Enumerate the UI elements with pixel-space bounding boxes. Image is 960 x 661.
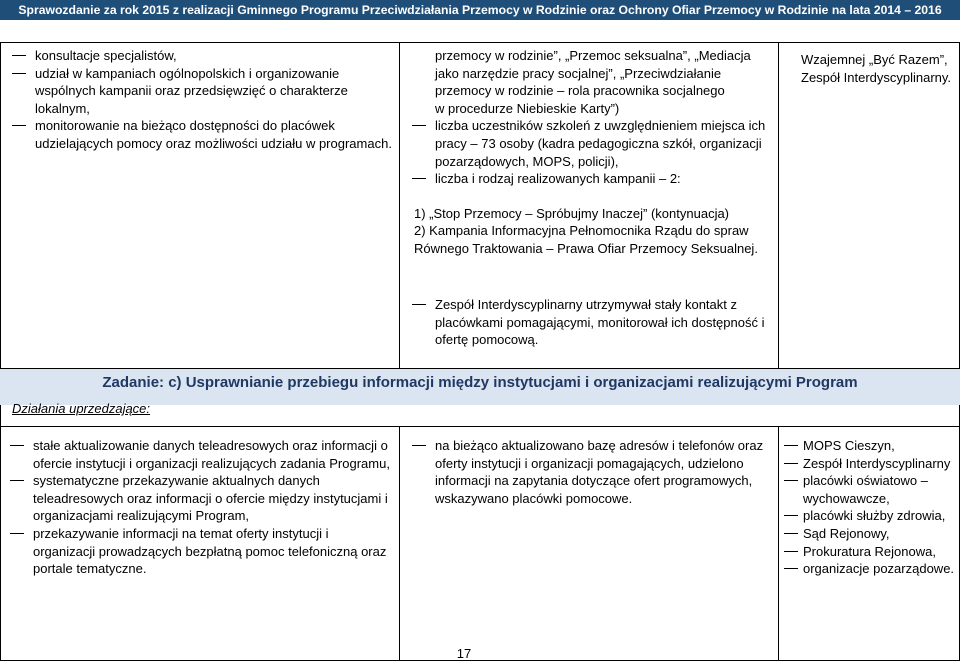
list-item: [778, 472, 958, 507]
page-number: 17: [456, 646, 472, 661]
list-item-text: systematyczne przekazywanie aktualnych danych teleadresowych oraz informacji o ofercie między instytucjami i organizacjami realizującymi Program,: [33, 473, 388, 524]
list-item: [778, 543, 958, 561]
column-divider-1-lower: [399, 426, 400, 661]
list-item: [778, 507, 958, 525]
list-item: [778, 455, 958, 473]
list-item: [8, 437, 394, 472]
bottom-col1: [8, 437, 394, 578]
list-item-text: liczba uczestników szkoleń z uwzględnieniem miejsca ich pracy – 73 osoby (kadra pedagogiczna szkół, organizacji pozarządowych, MOPS, policji),: [435, 118, 766, 169]
text-line: przemocy w rodzinie – rola pracownika socjalnego: [435, 83, 725, 99]
report-header: [0, 0, 960, 20]
top-col3: [801, 51, 955, 86]
list-item-text: placówki oświatowo – wychowawcze,: [803, 473, 929, 506]
list-item: [8, 525, 394, 578]
list-item-text: przekazywanie informacji na temat oferty instytucji i organizacji prowadzących bezpłatną pomoc telefoniczną oraz portale tematyczne.: [33, 525, 387, 577]
top-col2-last: [410, 296, 774, 349]
table-border-top: [0, 42, 960, 43]
text-line: w procedurze Niebieskie Karty”): [435, 100, 620, 116]
task-label: Działania uprzedzające:: [12, 401, 151, 416]
column-divider-1: [399, 42, 400, 368]
bottom-col2: [410, 437, 774, 507]
task-title: Zadanie: c) Usprawnianie przebiegu informacji między instytucjami i organizacjami realizującymi Program: [102, 374, 858, 391]
column-divider-2: [778, 42, 779, 368]
list-item-text: stałe aktualizowanie danych teleadresowych oraz informacji o ofercie instytucji i organizacji realizujących zadania Programu,: [33, 438, 390, 471]
list-item-text: organizacje pozarządowe.: [803, 561, 955, 577]
partner-text: Wzajemnej „Być Razem”, Zespół Interdyscyplinarny.: [801, 52, 952, 85]
section-divider-lower: [0, 426, 960, 427]
text-line: przemocy w rodzinie”, „Przemoc seksualna”, „Mediacja: [435, 48, 751, 63]
list-item-text: konsultacje specjalistów,: [35, 48, 177, 63]
list-item-text: monitorowanie na bieżąco dostępności do placówek udzielających pomocy oraz możliwości udziału w programach.: [35, 118, 392, 151]
list-item: [8, 472, 394, 525]
list-item: [410, 296, 774, 349]
list-item-text: MOPS Cieszyn,: [803, 438, 895, 453]
top-col2: [410, 47, 774, 258]
list-item: [10, 65, 392, 118]
list-item-text: Prokuratura Rejonowa,: [803, 543, 936, 559]
top-col1: [10, 47, 392, 153]
list-item: [410, 437, 774, 507]
training-topics: [410, 47, 774, 117]
list-item: [10, 117, 392, 152]
list-item-text: Zespół Interdyscyplinarny: [803, 455, 951, 471]
list-item-text: liczba i rodzaj realizowanych kampanii – 2:: [435, 171, 681, 187]
list-item-text: udział w kampaniach ogólnopolskich i organizowanie wspólnych kampanii oraz przedsięwzięć o charakterze lokalnym,: [35, 65, 348, 116]
report-header-title: Sprawozdanie za rok 2015 z realizacji Gminnego Programu Przeciwdziałania Przemocy w Rodzinie oraz Ochrony Ofiar Przemocy w Rodzinie na lata 2014 – 2016: [18, 3, 942, 17]
list-item: [778, 560, 958, 578]
list-item: [10, 47, 392, 65]
list-item-text: placówki służby zdrowia,: [803, 508, 946, 524]
bottom-col3: [778, 437, 958, 578]
list-item: [410, 170, 774, 188]
text-line: jako narzędzie pracy socjalnej”, „Przeciwdziałanie: [435, 65, 722, 81]
campaign-item: 2) Kampania Informacyjna Pełnomocnika Rządu do spraw Równego Traktowania – Prawa Ofiar Przemocy Seksualnej.: [414, 223, 758, 256]
list-item-text: Zespół Interdyscyplinarny utrzymywał stały kontakt z placówkami pomagającymi, monitorował ich dostępność i ofertę pomocową.: [435, 297, 765, 348]
list-item-text: na bieżąco aktualizowano bazę adresów i telefonów oraz oferty instytucji i organizacji pomagających, udzielono informacji na zapytania dotyczące ofert programowych, wskazywano placówki pomocowe.: [435, 438, 764, 506]
campaign-list: [410, 205, 774, 258]
list-item: [778, 437, 958, 455]
list-item-text: Sąd Rejonowy,: [803, 525, 890, 541]
list-item: [410, 117, 774, 170]
campaign-item: 1) „Stop Przemocy – Spróbujmy Inaczej” (kontynuacja): [414, 205, 730, 221]
table-border-left: [0, 42, 1, 661]
list-item: [778, 525, 958, 543]
